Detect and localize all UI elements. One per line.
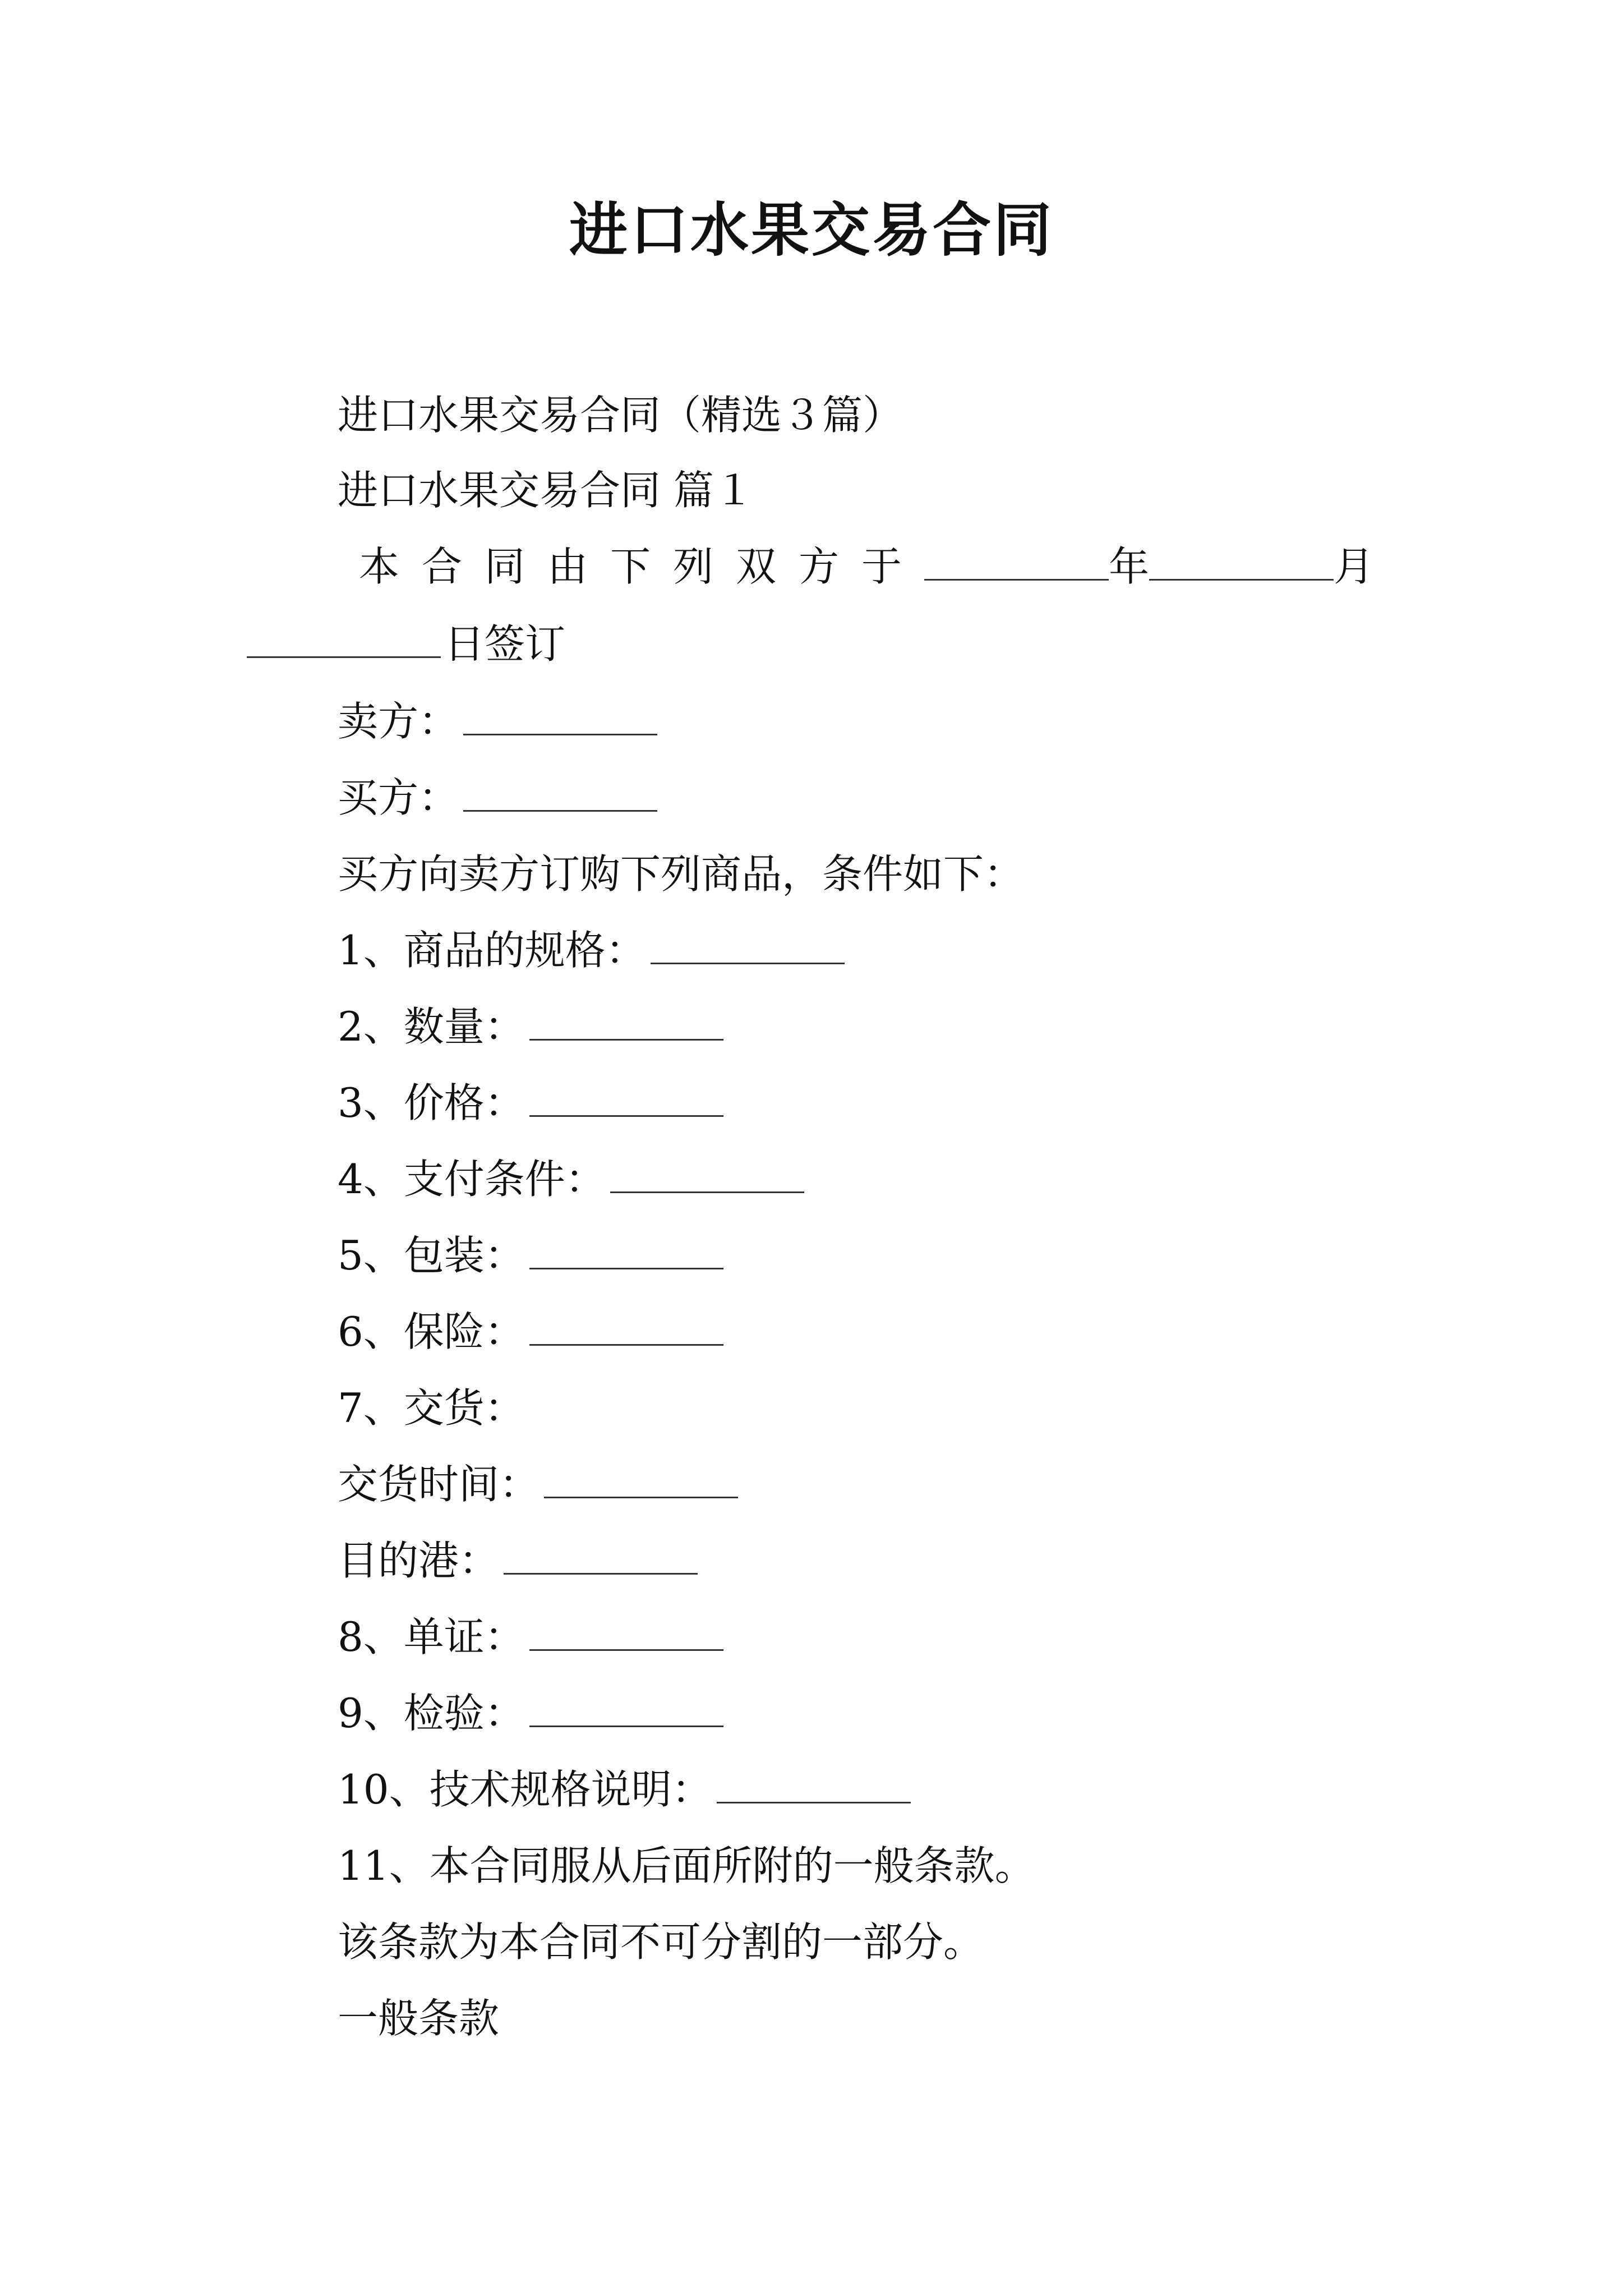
- document-title: 进口水果交易合同: [569, 195, 1054, 264]
- item-blank: [529, 1693, 723, 1727]
- year-blank: [924, 546, 1109, 581]
- item-label: 交货时间：: [338, 1461, 540, 1508]
- item-blank: [651, 930, 845, 964]
- seller-blank: [463, 701, 657, 735]
- month-label: 月: [1333, 543, 1374, 590]
- general-terms-heading: 一般条款: [338, 1995, 500, 2042]
- order-intro: 买方向卖方订购下列商品，条件如下：: [338, 850, 1025, 898]
- item-label: 2、数量：: [338, 1003, 525, 1050]
- buyer-line: [338, 770, 657, 826]
- year-label: 年: [1108, 543, 1149, 590]
- item-blank: [529, 1006, 723, 1041]
- item-delivery-time-line: [338, 1456, 738, 1512]
- buyer-blank: [463, 777, 657, 812]
- item-blank: [610, 1159, 804, 1193]
- item-label: 目的港：: [338, 1537, 500, 1584]
- item-label: 10、技术规格说明：: [338, 1766, 712, 1813]
- item-label: 4、支付条件：: [338, 1156, 606, 1203]
- item-blank: [529, 1617, 723, 1651]
- item-packing-line: [338, 1227, 723, 1283]
- item-inseparable-line: 该条款为本合同不可分割的一部分。: [338, 1918, 984, 1966]
- item-label: 9、检验：: [338, 1690, 525, 1737]
- item-blank: [544, 1464, 738, 1498]
- item-insurance-line: [338, 1304, 723, 1360]
- signing-day-line: [247, 616, 565, 672]
- buyer-label: 买方：: [338, 774, 459, 821]
- document-subtitle: 进口水果交易合同（精选３篇）: [338, 392, 903, 439]
- item-delivery-line: [338, 1380, 525, 1436]
- item-general-terms-line: 11、本合同服从后面所附的一般条款。: [338, 1842, 1035, 1889]
- signing-date-line: [359, 539, 1374, 595]
- item-payment-line: [338, 1151, 804, 1207]
- item-quantity-line: [338, 999, 723, 1055]
- item-label: 5、包装：: [338, 1232, 525, 1279]
- item-blank: [529, 1083, 723, 1117]
- date-intro-text: 本合同由下列双方于: [359, 543, 925, 590]
- item-destination-port-line: [338, 1533, 698, 1589]
- day-label: 日签订: [444, 620, 566, 668]
- item-blank: [529, 1312, 723, 1346]
- day-blank: [247, 624, 441, 658]
- item-label: 1、商品的规格：: [338, 927, 646, 974]
- seller-line: [338, 693, 657, 749]
- item-label: 6、保险：: [338, 1308, 525, 1355]
- item-label: 7、交货：: [338, 1384, 525, 1432]
- section-heading: 进口水果交易合同 篇１: [338, 467, 754, 514]
- item-spec-line: [338, 922, 845, 978]
- item-documents-line: [338, 1609, 723, 1665]
- item-price-line: [338, 1075, 723, 1131]
- seller-label: 卖方：: [338, 698, 459, 745]
- item-label: 3、价格：: [338, 1079, 525, 1126]
- item-tech-spec-line: [338, 1761, 911, 1818]
- item-blank: [504, 1540, 698, 1575]
- item-label: 8、单证：: [338, 1613, 525, 1660]
- month-blank: [1149, 546, 1334, 581]
- item-inspection-line: [338, 1685, 723, 1741]
- item-blank: [529, 1235, 723, 1269]
- item-blank: [717, 1769, 911, 1803]
